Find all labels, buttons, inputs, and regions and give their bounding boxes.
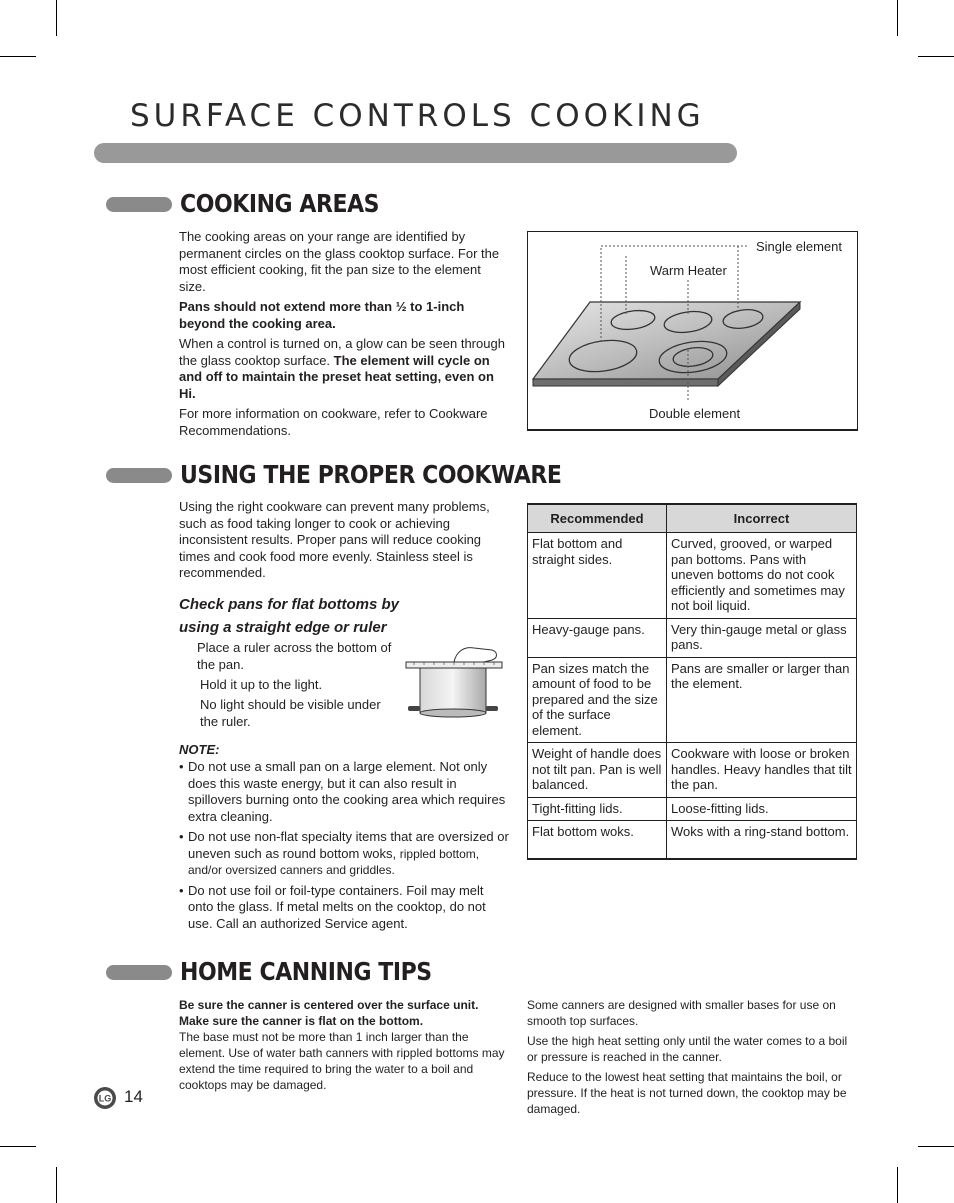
note-item: • Do not use non-flat specialty items that are oversized or uneven such as round bottom woks, rippled bottom, and/or oversized canners and griddles. <box>179 829 509 877</box>
table-row <box>528 618 857 657</box>
label-double-element: Double element <box>649 406 741 421</box>
crop-mark <box>897 0 898 36</box>
table-header-row <box>528 504 857 533</box>
note-text: Do not use foil or foil-type containers. Foil may melt onto the glass. If metal melts on the cooktop, do not use. Call an authorized Service agent. <box>188 882 486 931</box>
table-cell: Loose-fitting lids. <box>667 797 857 821</box>
check-pans-heading <box>179 593 399 639</box>
note-item: • Do not use a small pan on a large element. Not only does this waste energy, but it can also result in spillovers burning onto the cooking area which requires extra cleaning. <box>179 759 509 825</box>
table-cell: Pan sizes match the amount of food to be prepared and the size of the surface element. <box>528 657 667 743</box>
check-step-2: Hold it up to the light. <box>200 677 323 692</box>
note-label: NOTE: <box>179 742 220 757</box>
cooking-areas-para3 <box>179 336 509 402</box>
table-row <box>528 533 857 619</box>
table-cell: Tight-fitting lids. <box>528 797 667 821</box>
crop-mark <box>897 1167 898 1203</box>
crop-mark <box>918 1146 954 1147</box>
table-row <box>528 657 857 743</box>
table-cell: Woks with a ring-stand bottom. <box>667 821 857 859</box>
title-bar <box>94 143 737 163</box>
canning-left-para: The base must not be more than 1 inch larger than the element. Use of water bath canners with rippled bottoms may extend the time required to bring the water to a boil and cooktops may be damaged. <box>179 1030 505 1092</box>
para3-bold: The element will cycle on and off to maintain the preset heat setting, even on Hi. <box>179 352 494 401</box>
label-single-element: Single element <box>756 239 842 254</box>
canning-right-para1: Some canners are designed with smaller bases for use on smooth top surfaces. <box>527 998 836 1028</box>
table-cell: Cookware with loose or broken handles. Heavy handles that tilt the pan. <box>667 743 857 798</box>
canning-right-para2: Use the high heat setting only until the water comes to a boil or pressure is reached in the canner. <box>527 1034 848 1064</box>
cooktop-illustration <box>528 232 857 429</box>
cooktop-diagram <box>527 231 858 431</box>
canning-bold-2: Make sure the canner is flat on the bottom. <box>179 1014 424 1028</box>
section-marker <box>106 197 172 212</box>
pan-ruler-icon <box>404 640 504 722</box>
crop-mark <box>56 0 57 36</box>
table-cell: Heavy-gauge pans. <box>528 618 667 657</box>
cooking-areas-para1: The cooking areas on your range are identified by permanent circles on the glass cooktop surface. For the most efficient cooking, fit the pan size to the element size. <box>179 229 500 294</box>
cooking-areas-para4: For more information on cookware, refer to Cookware Recommendations. <box>179 406 488 438</box>
table-cell: Flat bottom and straight sides. <box>528 533 667 619</box>
cookware-table <box>527 503 857 860</box>
crop-mark <box>56 1167 57 1203</box>
note-item: • Do not use foil or foil-type containers. Foil may melt onto the glass. If metal melts on the cooktop, do not use. Call an authorized Service agent. <box>179 883 509 933</box>
lg-logo-icon <box>93 1086 117 1110</box>
table-row <box>528 797 857 821</box>
lg-logo-text: LG <box>98 1093 112 1104</box>
table-cell: Very thin-gauge metal or glass pans. <box>667 618 857 657</box>
note-text: Do not use non-flat specialty items that are oversized or uneven such as round bottom woks, rippled bottom, and/or oversized canners and griddles. <box>188 829 509 877</box>
canning-bold-1: Be sure the canner is centered over the surface unit. <box>179 998 479 1012</box>
table-cell: Curved, grooved, or warped pan bottoms. Pans with uneven bottoms do not cook efficiently and sometimes may not boil liquid. <box>667 533 857 619</box>
check-line-1: Check pans for flat bottoms by <box>179 596 400 613</box>
header-incorrect: Incorrect <box>667 504 857 533</box>
check-step-1: Place a ruler across the bottom of the pan. <box>197 640 392 672</box>
canning-heading: HOME CANNING TIPS <box>180 957 432 986</box>
notes-list <box>179 759 509 932</box>
table-row <box>528 743 857 798</box>
page-number: 14 <box>124 1087 143 1106</box>
section-marker <box>106 965 172 980</box>
cooking-areas-heading: COOKING AREAS <box>180 189 380 218</box>
label-warm-heater: Warm Heater <box>650 263 727 278</box>
table-cell: Pans are smaller or larger than the element. <box>667 657 857 743</box>
cooking-areas-para2: Pans should not extend more than ½ to 1-inch beyond the cooking area. <box>179 299 465 331</box>
cookware-heading: USING THE PROPER COOKWARE <box>180 460 562 489</box>
canning-right <box>527 997 857 1117</box>
table-row <box>528 821 857 859</box>
para3-normal: When a control is turned on, a glow can be seen through the glass cooktop surface. <box>179 336 505 368</box>
check-line-2: using a straight edge or ruler <box>179 619 387 636</box>
crop-mark <box>0 1146 36 1147</box>
cookware-intro: Using the right cookware can prevent many problems, such as food taking longer to cook or achieving inconsistent results. Proper pans will reduce cooking times and cook food more evenly. Stainless steel is recommended. <box>179 499 490 580</box>
crop-mark <box>0 56 36 57</box>
crop-mark <box>918 56 954 57</box>
note-text: Do not use a small pan on a large element. Not only does this waste energy, but it can also result in spillovers burning onto the cooking area which requires extra cleaning. <box>188 759 506 824</box>
table-cell: Flat bottom woks. <box>528 821 667 859</box>
canning-right-para3: Reduce to the lowest heat setting that maintains the boil, or pressure. If the heat is not turned down, the cooktop may be damaged. <box>527 1070 847 1116</box>
canning-left <box>179 997 513 1093</box>
cooking-areas-text <box>179 229 509 439</box>
page-title: SURFACE CONTROLS COOKING <box>130 98 705 134</box>
header-recommended: Recommended <box>528 504 667 533</box>
table-cell: Weight of handle does not tilt pan. Pan is well balanced. <box>528 743 667 798</box>
check-step-3: No light should be visible under the ruler. <box>200 697 381 729</box>
section-marker <box>106 468 172 483</box>
